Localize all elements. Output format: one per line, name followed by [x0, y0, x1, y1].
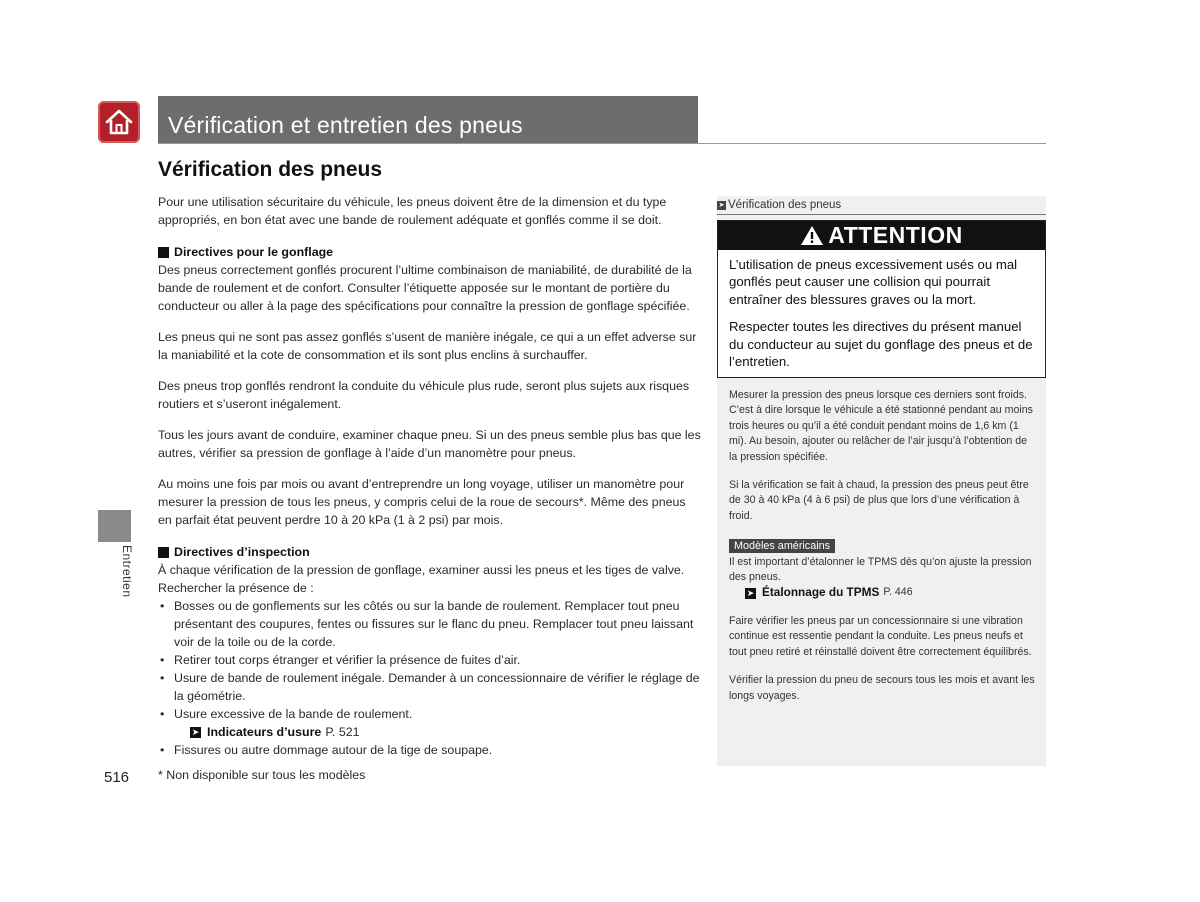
- daily-check-paragraph: Tous les jours avant de conduire, examiner chaque pneu. Si un des pneus semble plus bas que les autres, vérifier sa pression de gonflage à l’aide d’un manomètre pour pneus.: [158, 428, 701, 460]
- page-number: 516: [104, 769, 130, 786]
- warning-paragraph: Respecter toutes les directives du présent manuel du conducteur au sujet du gonflage des pneus et de l’entretien.: [729, 319, 1033, 370]
- title-divider: [158, 143, 1046, 144]
- side-chapter-label: Entretien: [120, 545, 134, 598]
- side-notes-body: [729, 388, 1035, 717]
- arrow-right-icon: ➤: [718, 201, 725, 209]
- side-notes-panel: [717, 196, 1046, 766]
- side-notes-header-text: Vérification des pneus: [728, 199, 842, 211]
- section-title: Vérification des pneus: [158, 158, 383, 181]
- inspection-heading: [158, 543, 701, 561]
- arrow-right-icon: ➤: [191, 726, 200, 737]
- tpms-calibration-link[interactable]: [729, 585, 1035, 600]
- list-item: • Bosses ou de gonflements sur les côtés ou sur la bande de roulement. Remplacer tout pneu présentant des coupures, fentes ou fissures sur le flanc du pneu. Remplacer tout pneu laissant voir de la toile ou de la corde.: [158, 597, 701, 651]
- tpms-note: Il est important d’étalonner le TPMS dès qu’on ajuste la pression des pneus.: [729, 555, 1032, 584]
- inspection-list-end: [158, 741, 701, 759]
- vibration-note: Faire vérifier les pneus par un concessionnaire si une vibration continue est ressentie pendant la conduite. Les pneus neufs et tout pneu retiré et réinstallé doivent être correctement équilibrés.: [729, 614, 1032, 658]
- list-item: • Fissures ou autre dommage autour de la tige de soupape.: [158, 741, 701, 759]
- warning-triangle-icon: [800, 225, 824, 246]
- list-item: • Retirer tout corps étranger et vérifier la présence de fuites d’air.: [158, 651, 701, 669]
- monthly-check-paragraph: Au moins une fois par mois ou avant d’entreprendre un long voyage, utiliser un manomètre pour mesurer la pression de tous les pneus, y compris celui de la roue de secours*. Même des pneus en parfait état peuvent perdre 10 à 20 kPa (1 à 2 psi) par mois.: [158, 477, 686, 527]
- chapter-title: Vérification et entretien des pneus: [168, 112, 523, 138]
- xref-page: P. 446: [883, 586, 913, 599]
- inflation-heading: [158, 243, 701, 261]
- warning-title: ATTENTION: [828, 222, 963, 248]
- inspection-list: [158, 597, 701, 723]
- spare-tire-note: Vérifier la pression du pneu de secours tous les mois et avant les longs voyages.: [729, 674, 1035, 702]
- cold-check-note: Mesurer la pression des pneus lorsque ces derniers sont froids. C’est à dire lorsque le véhicule a été stationné pendant au moins trois heures ou qu’il a été conduit pendant moins de 1,6 km (1 mi). Au besoin, ajouter ou relâcher de l’air jusqu’à l’obtention de la pression spécifiée.: [729, 389, 1033, 463]
- warning-paragraph: L’utilisation de pneus excessivement usés ou mal gonflés peut causer une collision qui pourrait entraîner des blessures graves ou la mort.: [729, 257, 1018, 307]
- list-item: • Usure de bande de roulement inégale. Demander à un concessionnaire de vérifier le réglage de la géométrie.: [158, 669, 701, 705]
- hot-check-note: Si la vérification se fait à chaud, la pression des pneus peut être de 30 à 40 kPa (4 à 6 psi) de plus que lors d’une vérification à froid.: [729, 479, 1029, 522]
- main-column: [158, 193, 701, 759]
- list-item: • Usure excessive de la bande de roulement.: [158, 705, 701, 723]
- us-models-badge: Modèles américains: [729, 539, 835, 553]
- underinflation-paragraph: Les pneus qui ne sont pas assez gonflés s’usent de manière inégale, ce qui a un effet adverse sur la maniabilité et la cote de consommation et ils sont plus enclins à surchauffer.: [158, 330, 697, 362]
- inflation-paragraph: Des pneus correctement gonflés procurent l’ultime combinaison de maniabilité, de durabilité de la bande de roulement et de confort. Consulter l’étiquette apposée sur le montant de portière du conducteur ou aller à la page des spécifications pour connaître la pression de gonflage spécifiée.: [158, 263, 692, 313]
- inflation-heading-text: Directives pour le gonflage: [174, 245, 334, 259]
- warning-header: [718, 221, 1045, 250]
- home-icon: [104, 108, 134, 136]
- warning-box: [717, 220, 1046, 378]
- footnote: * Non disponible sur tous les modèles: [158, 768, 366, 782]
- square-bullet-icon: [158, 547, 169, 558]
- overinflation-paragraph: Des pneus trop gonflés rendront la conduite du véhicule plus rude, seront plus sujets aux risques routiers et s’useront inégalement.: [158, 379, 690, 411]
- inspection-heading-text: Directives d’inspection: [174, 545, 310, 559]
- warning-body: [718, 250, 1045, 370]
- xref-page: P. 521: [325, 725, 360, 739]
- side-notes-divider: [717, 214, 1046, 215]
- inspection-intro: À chaque vérification de la pression de gonflage, examiner aussi les pneus et les tiges de valve. Rechercher la présence de :: [158, 563, 685, 595]
- side-chapter-tab[interactable]: [98, 510, 131, 542]
- home-button[interactable]: [98, 101, 140, 143]
- xref-title: Étalonnage du TPMS: [762, 585, 880, 600]
- intro-paragraph: Pour une utilisation sécuritaire du véhicule, les pneus doivent être de la dimension et du type appropriés, en bon état avec une bande de roulement adéquate et gonflés comme il se doit.: [158, 195, 667, 227]
- arrow-right-icon: ➤: [746, 587, 755, 598]
- xref-title: Indicateurs d’usure: [207, 725, 322, 739]
- wear-indicators-link[interactable]: [158, 723, 701, 741]
- side-notes-header: [717, 196, 1046, 214]
- chapter-title-bar: [158, 96, 698, 144]
- square-bullet-icon: [158, 247, 169, 258]
